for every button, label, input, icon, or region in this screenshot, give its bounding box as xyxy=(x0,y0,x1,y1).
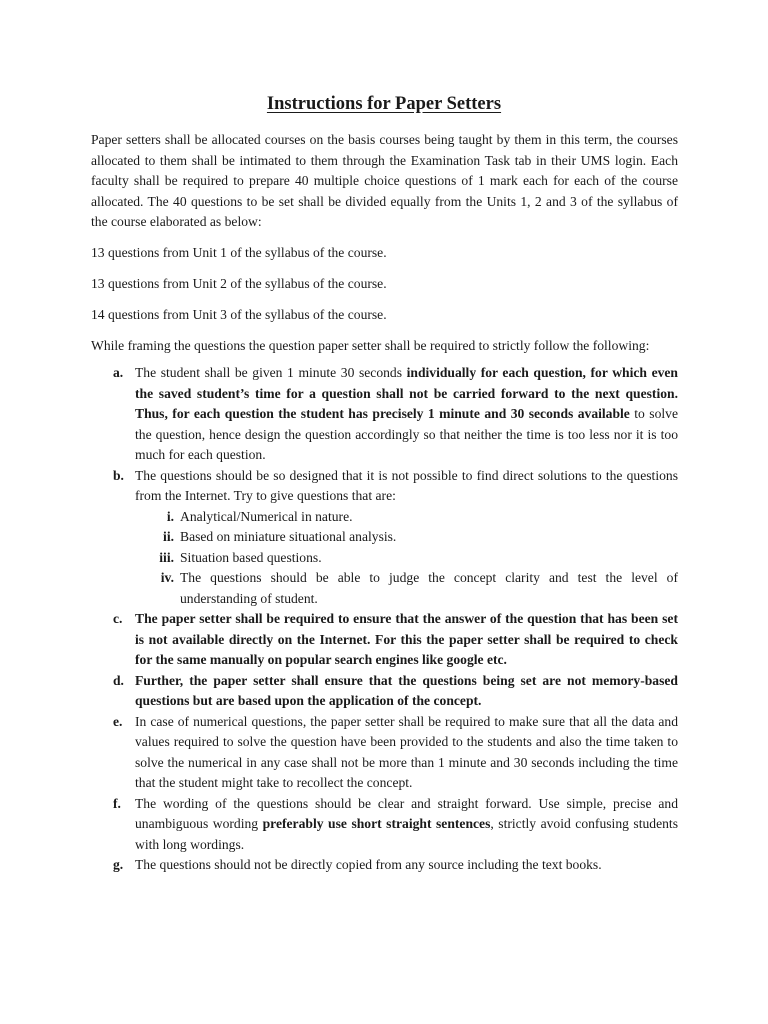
list-marker: a. xyxy=(113,365,124,380)
sub-item-iii xyxy=(135,548,678,569)
intro-paragraph: Paper setters shall be allocated courses on the basis courses being taught by them in this term, the courses allocated to them shall be intimated to them through the Examination Task tab in their UMS login. Each faculty shall be required to prepare 40 multiple choice questions of 1 mark each for each of the course allocated. The 40 questions to be set shall be divided equally from the Units 1, 2 and 3 of the syllabus of the course elaborated as below: xyxy=(91,132,678,229)
item-text: The questions should be so designed that it is not possible to find direct solutions to the questions from the Internet. Try to give questions that are: xyxy=(135,467,678,503)
instruction-item-e xyxy=(91,712,678,794)
unit-1-line: 13 questions from Unit 1 of the syllabus of the course. xyxy=(91,244,387,260)
instruction-item-d xyxy=(91,671,678,712)
item-text: The wording of the questions should be clear and straight forward. Use simple, precise and unambiguous wording xyxy=(135,795,678,831)
sub-item-text: Based on miniature situational analysis. xyxy=(180,529,397,544)
item-text: to solve the question, hence design the question accordingly so that neither the time is too less nor it is too much for each question. xyxy=(135,406,678,462)
instruction-list xyxy=(91,363,678,876)
instruction-item-a xyxy=(91,363,678,466)
sub-item-text: Analytical/Numerical in nature. xyxy=(180,508,353,524)
unit-2-line: 13 questions from Unit 2 of the syllabus of the course. xyxy=(91,275,387,291)
sub-item-ii xyxy=(135,527,678,548)
item-bold-text: Further, the paper setter shall ensure that the questions being set are not memory-based questions but are based upon the application of the concept. xyxy=(135,672,678,708)
list-marker: ii. xyxy=(163,529,174,544)
instruction-item-b xyxy=(91,466,678,610)
list-marker: b. xyxy=(113,467,124,483)
list-marker: i. xyxy=(166,508,174,524)
instruction-item-f xyxy=(91,794,678,856)
list-marker: e. xyxy=(113,713,123,729)
item-bold-text: preferably use short straight sentences xyxy=(262,816,491,831)
item-text: In case of numerical questions, the paper setter shall be required to make sure that all the data and values required to solve the question have been provided to the students and also the time taken to solve the numerical in any case shall not be more than 1 minute and 30 seconds including the time that the student might take to recollect the concept. xyxy=(135,713,678,790)
item-bold-text: The paper setter shall be required to ensure that the answer of the question that has been set is not available directly on the Internet. For this the paper setter shall be required to check for the same manually on popular search engines like google etc. xyxy=(135,611,678,667)
instruction-item-g xyxy=(91,855,678,876)
list-marker: c. xyxy=(113,611,123,626)
list-marker: g. xyxy=(113,857,124,872)
sub-item-text: Situation based questions. xyxy=(180,549,322,565)
sub-item-text: The questions should be able to judge the concept clarity and test the level of understanding of student. xyxy=(180,570,678,606)
item-text: , strictly avoid confusing students with long wordings. xyxy=(135,816,678,852)
list-marker: f. xyxy=(113,795,121,811)
item-text: The questions should not be directly copied from any source including the text books. xyxy=(135,857,602,872)
sub-item-i xyxy=(135,507,678,528)
item-text: The student shall be given 1 minute 30 seconds xyxy=(135,365,407,380)
lead-paragraph: While framing the questions the question paper setter shall be required to strictly follow the following: xyxy=(91,337,650,353)
unit-3-line: 14 questions from Unit 3 of the syllabus of the course. xyxy=(91,306,387,322)
list-marker: d. xyxy=(113,672,124,688)
sub-list xyxy=(135,507,678,610)
document-body xyxy=(91,130,678,876)
page-title: Instructions for Paper Setters xyxy=(266,94,502,114)
list-marker: iii. xyxy=(159,549,174,565)
list-marker: iv. xyxy=(160,570,174,585)
sub-item-iv xyxy=(135,568,678,609)
item-bold-text: individually for each question, for which even the saved student’s time for a question shall not be carried forward to the next question. Thus, for each question the student has precisely 1 minute and 30 seconds available xyxy=(135,365,678,421)
instruction-item-c xyxy=(91,609,678,671)
